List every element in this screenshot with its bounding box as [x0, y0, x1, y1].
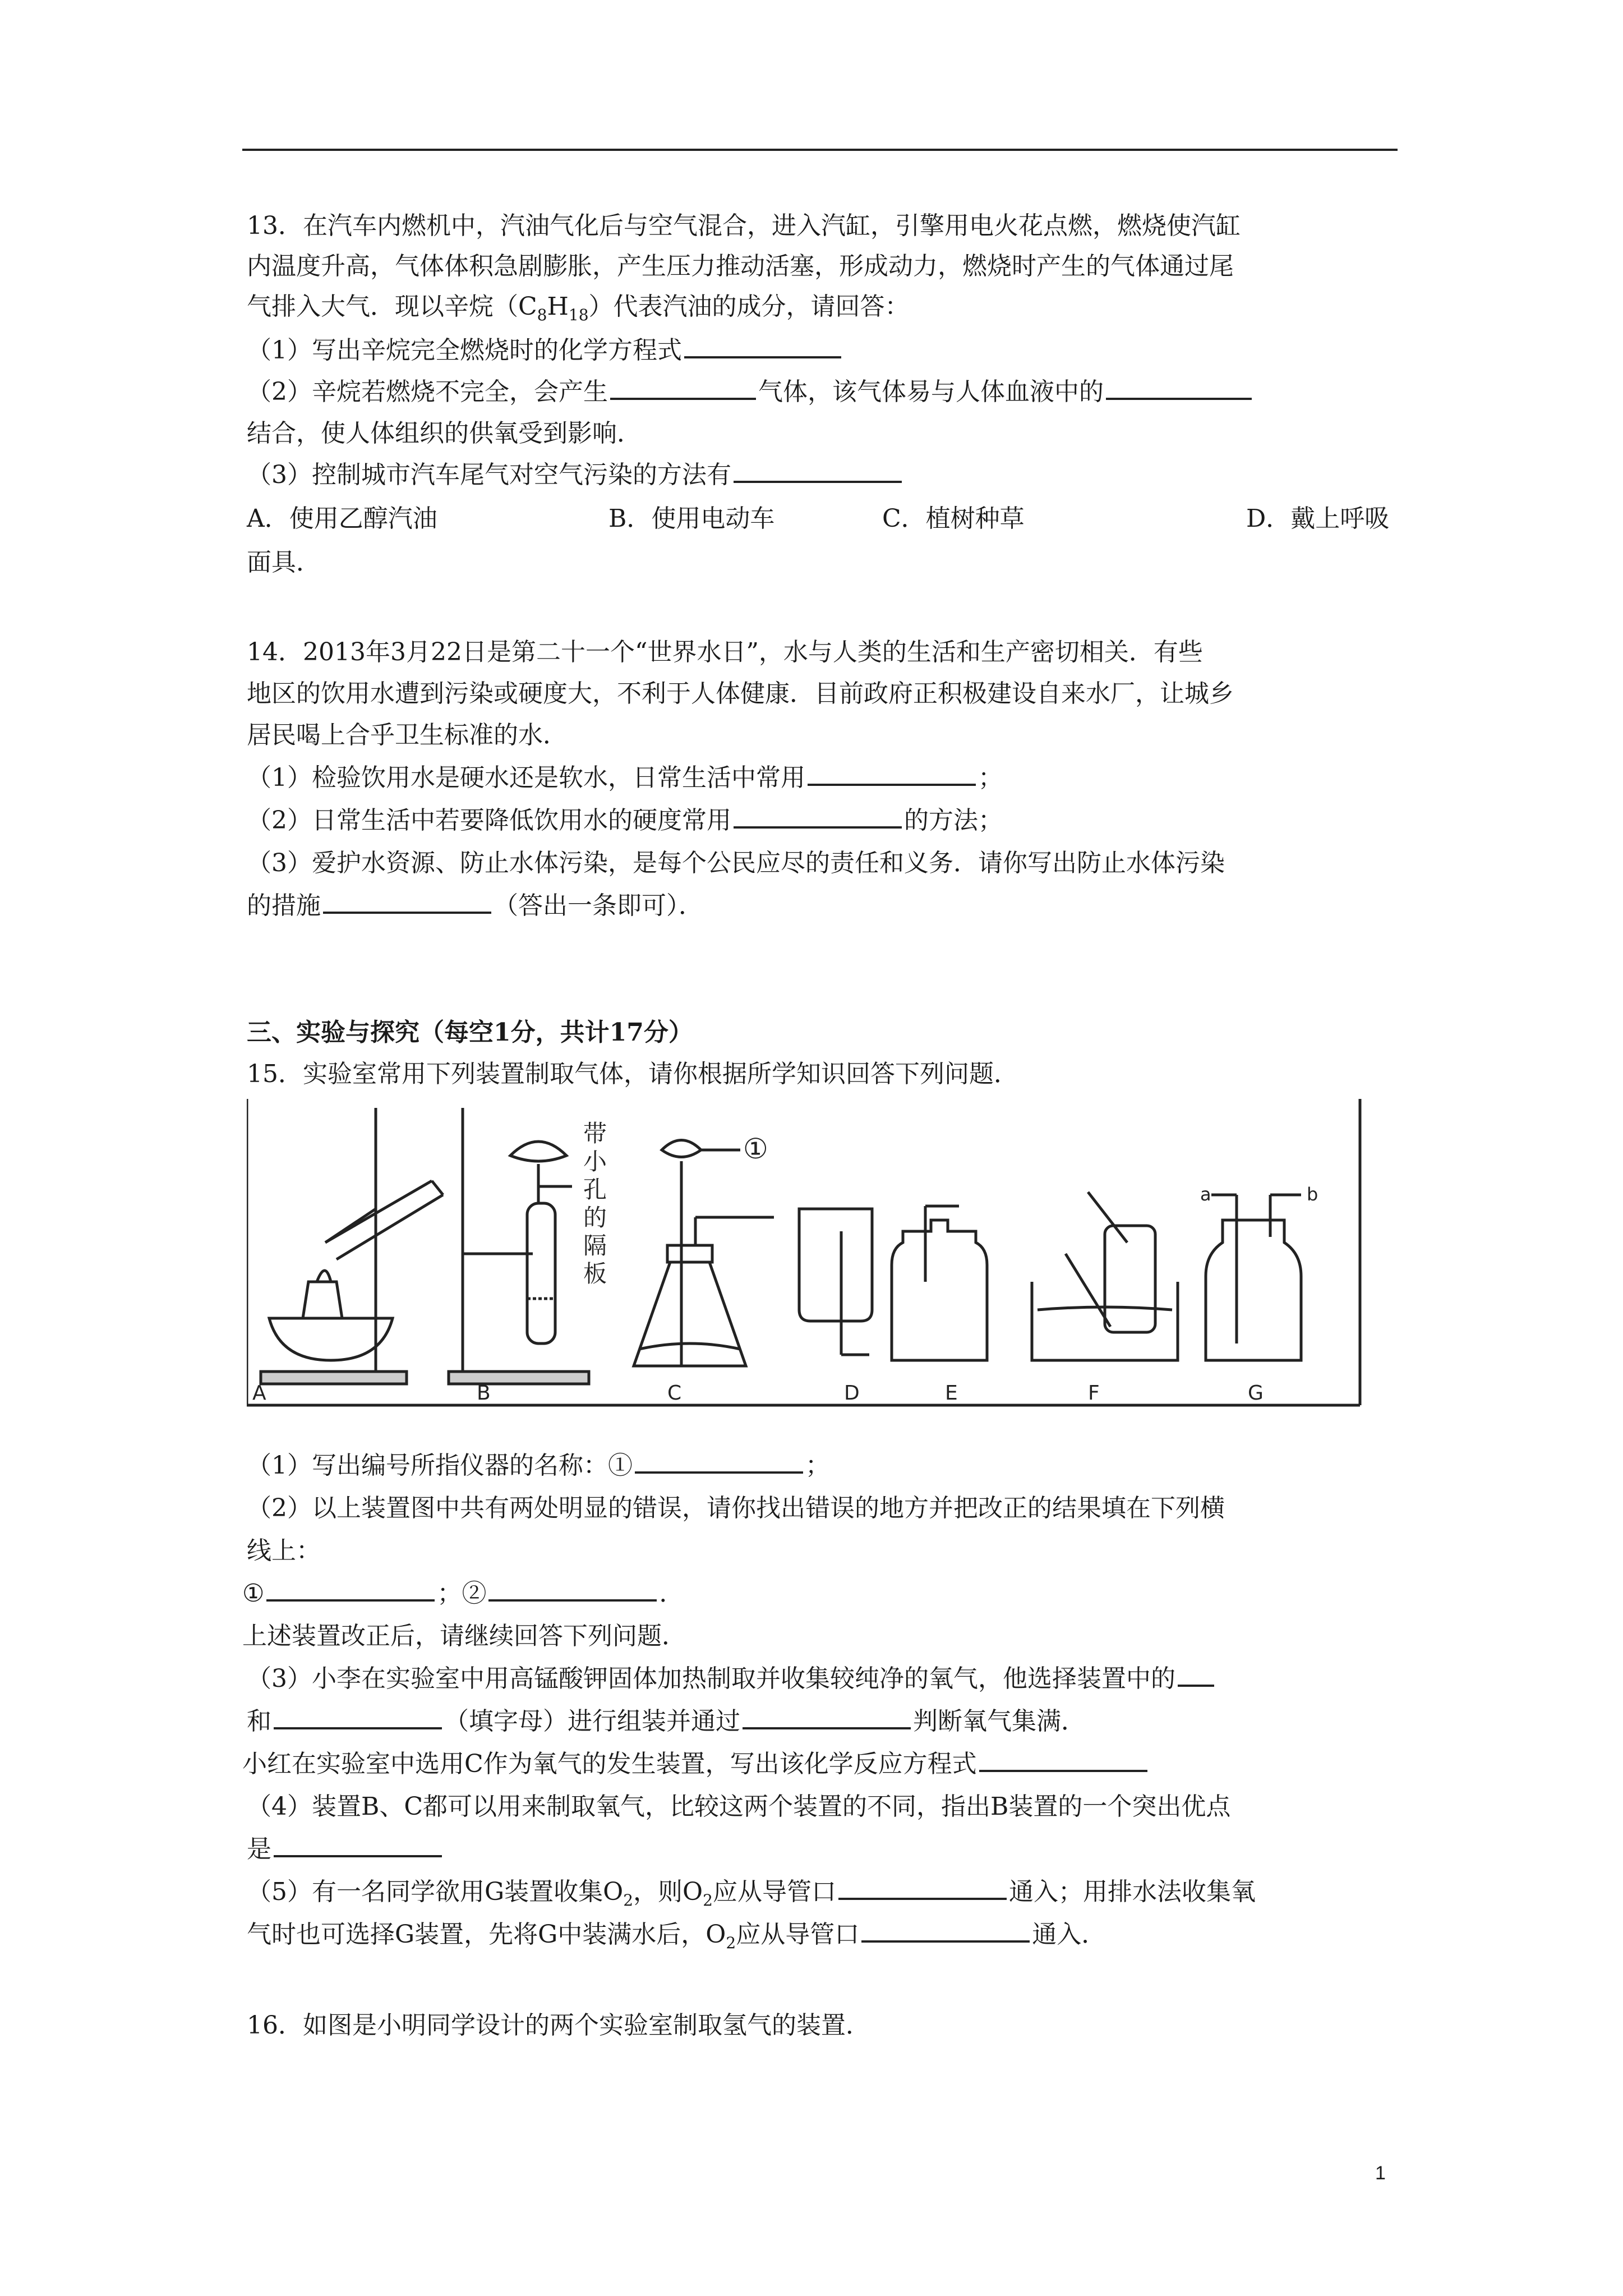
- answer-blank[interactable]: [323, 888, 491, 914]
- fig-b-text-3: 孔: [583, 1176, 607, 1203]
- q13-sub2-cont: 结合，使人体组织的供氧受到影响．: [247, 419, 642, 448]
- q15-sub2-blanks: ① ；② ．: [242, 1574, 684, 1613]
- apparatus-a: [261, 1108, 443, 1384]
- q15-sub2-cont: 线上：: [247, 1536, 321, 1565]
- q14-line2: 地区的饮用水遭到污染或硬度大，不利于人体健康．目前政府正积极建设自来水厂，让城乡: [247, 679, 1234, 708]
- fig-marker: ①: [743, 1133, 768, 1165]
- q13-option-b: B．使用电动车: [608, 504, 775, 533]
- apparatus-diagram: [247, 1097, 1366, 1416]
- q15-sub5-cont: 气时也可选择G装置，先将G中装满水后，$O_2$应从导管口 通入．: [247, 1915, 1106, 1963]
- answer-blank[interactable]: [1178, 1661, 1214, 1687]
- answer-blank[interactable]: [861, 1917, 1030, 1943]
- q13-line3: 气排入大气．现以辛烷$(C_8H_{18})$代表汽油的成分，请回答：: [247, 292, 910, 324]
- fig-label-b: B: [477, 1382, 491, 1405]
- q15-sub2: （2）以上装置图中共有两处明显的错误，请你找出错误的地方并把改正的结果填在下列横: [247, 1494, 1225, 1522]
- fig-label-d: D: [844, 1382, 860, 1405]
- q16-line1: 16．如图是小明同学设计的两个实验室制取氢气的装置．: [247, 2011, 870, 2040]
- q15-sub1: （1）写出编号所指仪器的名称：① ；: [247, 1446, 830, 1485]
- apparatus-e: [892, 1206, 987, 1360]
- apparatus-b: [449, 1108, 589, 1384]
- q15-sub4: （4）装置B、C都可以用来制取氧气，比较这两个装置的不同，指出B装置的一个突出优点: [247, 1792, 1231, 1821]
- answer-blank[interactable]: [274, 1832, 442, 1857]
- q14-sub2: （2）日常生活中若要降低饮用水的硬度常用 的方法；: [247, 801, 1003, 840]
- answer-blank[interactable]: [635, 1448, 803, 1474]
- q13-option-a: A．使用乙醇汽油: [247, 504, 437, 533]
- q13-sub3: （3）控制城市汽车尾气对空气污染的方法有: [247, 455, 904, 495]
- fig-label-g: G: [1248, 1382, 1264, 1405]
- q14-line1: 14．2013年3月22日是第二十一个“世界水日”，水与人类的生活和生产密切相关．有些: [247, 638, 1203, 666]
- q13-line1: 13．在汽车内燃机中，汽油气化后与空气混合，进入汽缸，引擎用电火花点燃，燃烧使汽缸: [247, 211, 1241, 240]
- q15-sub5: （5）有一名同学欲用G装置收集$O_2$，则$O_2$应从导管口 通入；用排水法收集氧: [247, 1872, 1256, 1920]
- answer-blank[interactable]: [979, 1746, 1147, 1772]
- fig-label-a-tube: a: [1200, 1184, 1211, 1205]
- fig-label-f: F: [1088, 1382, 1100, 1405]
- apparatus-c: [634, 1140, 774, 1366]
- q13-option-c: C．植树种草: [882, 504, 1025, 533]
- answer-blank[interactable]: [274, 1704, 442, 1729]
- q15-sub4-cont: 是: [247, 1830, 444, 1869]
- q14-sub3-cont: 的措施 （答出一条即可）．: [247, 886, 703, 926]
- section-title: 三、实验与探究（每空1分，共计17分）: [247, 1018, 693, 1047]
- answer-blank[interactable]: [266, 1576, 435, 1602]
- fig-label-b-tube: b: [1307, 1184, 1318, 1205]
- apparatus-f: [1032, 1192, 1178, 1360]
- answer-blank[interactable]: [734, 457, 902, 483]
- q13-sub1: （1）写出辛烷完全燃烧时的化学方程式: [247, 331, 843, 370]
- apparatus-g: [1206, 1195, 1301, 1360]
- q15-intro: 15．实验室常用下列装置制取气体，请你根据所学知识回答下列问题．: [247, 1060, 1018, 1088]
- header-rule: [242, 149, 1398, 151]
- answer-blank[interactable]: [684, 333, 841, 358]
- fig-b-text-5: 隔: [583, 1232, 607, 1259]
- answer-blank[interactable]: [488, 1576, 657, 1602]
- q15-sub3-c: 小红在实验室中选用C作为氧气的发生装置，写出该化学反应方程式: [242, 1745, 1150, 1784]
- answer-blank[interactable]: [1106, 374, 1252, 400]
- answer-blank[interactable]: [610, 374, 756, 400]
- q15-sub3-cont: 和 （填字母）进行组装并通过 判断氧气集满．: [247, 1702, 1086, 1741]
- answer-blank[interactable]: [808, 760, 976, 786]
- q14-sub1: （1）检验饮用水是硬水还是软水，日常生活中常用 ；: [247, 758, 1003, 798]
- q14-sub3: （3）爱护水资源、防止水体污染，是每个公民应尽的责任和义务．请你写出防止水体污染: [247, 849, 1225, 877]
- lab-apparatus-figure: [247, 1097, 1366, 1416]
- fig-label-a: A: [252, 1382, 266, 1405]
- q15-after: 上述装置改正后，请继续回答下列问题．: [242, 1622, 686, 1650]
- q13-option-d: D．戴上呼吸: [1246, 504, 1390, 533]
- q13-line2: 内温度升高，气体体积急剧膨胀，产生压力推动活塞，形成动力，燃烧时产生的气体通过尾: [247, 252, 1234, 280]
- page-number: 1: [1375, 2162, 1386, 2184]
- q13-sub2: （2）辛烷若燃烧不完全，会产生 气体，该气体易与人体血液中的: [247, 372, 1254, 412]
- answer-blank[interactable]: [838, 1874, 1007, 1900]
- q15-sub3: （3）小李在实验室中用高锰酸钾固体加热制取并收集较纯净的氧气，他选择装置中的: [247, 1659, 1216, 1699]
- fig-label-e: E: [945, 1382, 958, 1405]
- apparatus-d: [799, 1209, 872, 1355]
- fig-b-text-2: 小: [583, 1148, 607, 1175]
- fig-label-c: C: [667, 1382, 682, 1405]
- answer-blank[interactable]: [734, 803, 902, 829]
- q13-option-d-cont: 面具．: [247, 548, 321, 577]
- answer-blank[interactable]: [743, 1704, 911, 1729]
- fig-b-text-4: 的: [583, 1204, 607, 1231]
- fig-b-text-6: 板: [583, 1260, 607, 1287]
- fig-b-text-1: 带: [583, 1120, 607, 1147]
- q14-line3: 居民喝上合乎卫生标准的水．: [247, 721, 568, 749]
